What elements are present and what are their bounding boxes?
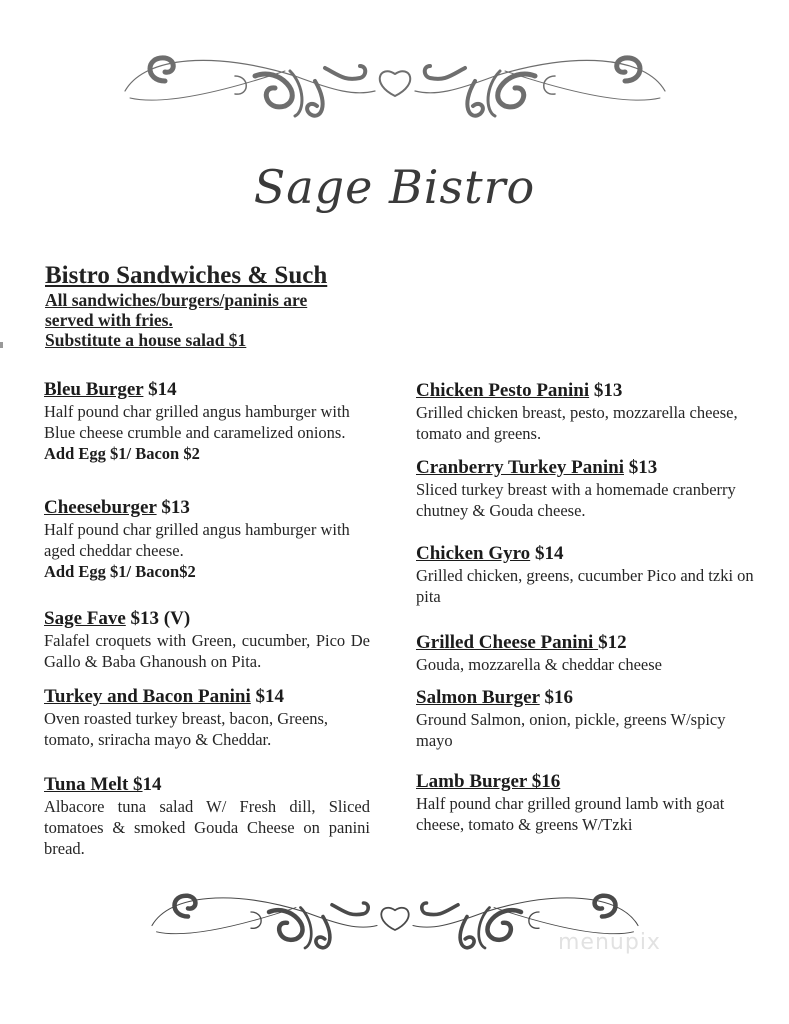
bottom-flourish-ornament — [0, 876, 789, 966]
item-name: Grilled Cheese Panini — [416, 632, 599, 653]
item-description: Ground Salmon, onion, pickle, greens W/spicy mayo — [416, 710, 726, 750]
item-price: $14 — [534, 543, 564, 564]
item-description: Oven roasted turkey breast, bacon, Greens, tomato, sriracha mayo & Cheddar. — [44, 709, 329, 749]
item-price: $14 — [255, 686, 285, 707]
item-name: Tuna Melt $ — [44, 774, 143, 795]
menu-item-salmon-burger — [416, 687, 756, 751]
item-description: Falafel croquets with Green, cucumber, Pico De Gallo & Baba Ghanoush on Pita. — [44, 631, 370, 671]
menu-item-turkey-bacon-panini — [44, 686, 370, 750]
item-description: Albacore tuna salad W/ Fresh dill, Sliced tomatoes & smoked Gouda Cheese on panini bread. — [44, 797, 370, 858]
item-name: Chicken Gyro — [416, 543, 531, 564]
item-name: Salmon Burger — [416, 687, 540, 708]
item-name: Chicken Pesto Panini — [416, 380, 590, 401]
item-price: $13 — [161, 497, 190, 518]
item-name: Lamb Burger $16 — [416, 771, 561, 792]
menu-item-lamb-burger — [416, 771, 756, 835]
menu-item-tuna-melt — [44, 774, 370, 859]
item-addon: Add Egg $1/ Bacon $2 — [44, 444, 200, 463]
menu-item-sage-fave — [44, 608, 370, 672]
section-note: Substitute a house salad $1 — [45, 330, 247, 350]
menu-item-chicken-gyro — [416, 543, 756, 607]
item-name: Cranberry Turkey Panini — [416, 457, 624, 478]
item-description: Grilled chicken, greens, cucumber Pico and tzki on pita — [416, 566, 754, 606]
item-price: $13 — [593, 380, 623, 401]
item-description: Sliced turkey breast with a homemade cranberry chutney & Gouda cheese. — [416, 480, 736, 520]
scan-edge-mark — [0, 342, 3, 348]
item-description: Half pound char grilled angus hamburger with aged cheddar cheese. — [44, 520, 350, 560]
item-description: Half pound char grilled angus hamburger with Blue cheese crumble and caramelized onions. — [44, 402, 350, 442]
item-price: $13 (V) — [130, 608, 191, 629]
section-note: All sandwiches/burgers/paninis are — [45, 290, 308, 310]
item-addon: Add Egg $1/ Bacon$2 — [44, 562, 196, 581]
top-flourish-ornament — [0, 36, 789, 136]
menu-item-chicken-pesto-panini — [416, 380, 756, 444]
section-note: served with fries. — [45, 310, 173, 330]
item-name: Cheeseburger — [44, 497, 157, 518]
item-description: Gouda, mozzarella & cheddar cheese — [416, 655, 662, 674]
restaurant-title: Sage Bistro — [253, 160, 536, 214]
item-description: Half pound char grilled ground lamb with goat cheese, tomato & greens W/Tzki — [416, 794, 725, 834]
item-description: Grilled chicken breast, pesto, mozzarella cheese, tomato and greens. — [416, 403, 738, 443]
item-price: $12 — [598, 632, 627, 653]
item-price: $13 — [628, 457, 658, 478]
section-header — [45, 262, 405, 350]
item-name: Turkey and Bacon Panini — [44, 686, 251, 707]
menu-item-grilled-cheese-panini — [416, 632, 756, 675]
section-title: Bistro Sandwiches & Such — [45, 262, 328, 289]
item-price: $14 — [148, 379, 177, 400]
item-price: 14 — [142, 774, 162, 795]
menu-item-bleu-burger — [44, 379, 370, 464]
menu-item-cranberry-turkey-panini — [416, 457, 756, 521]
scroll-flourish-icon — [105, 36, 685, 136]
item-name: Bleu Burger — [44, 379, 144, 400]
watermark: menupix — [558, 930, 661, 955]
item-price: $16 — [544, 687, 573, 708]
menu-item-cheeseburger — [44, 497, 370, 582]
item-name: Sage Fave — [44, 608, 126, 629]
